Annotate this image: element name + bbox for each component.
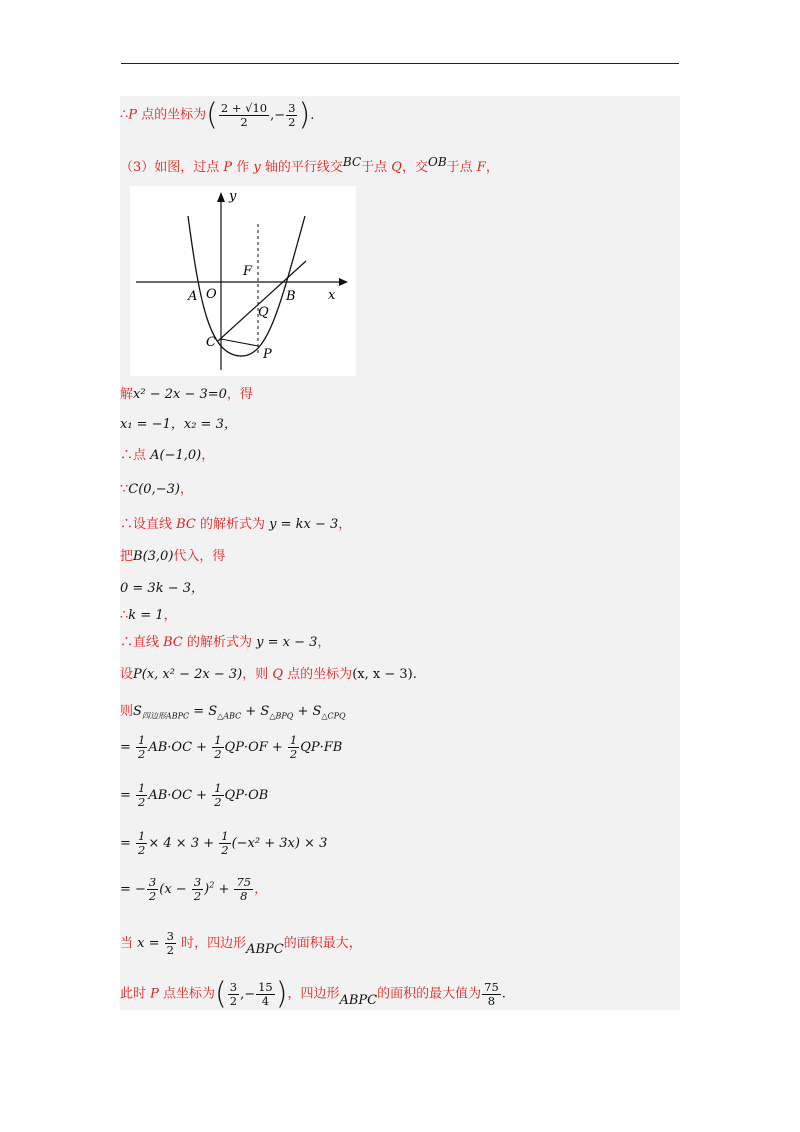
line-assume-bc: ∴设直线 BC 的解析式为 y = kx − 3， — [120, 517, 352, 532]
solution-panel — [120, 96, 680, 1010]
right-paren: ) — [298, 97, 311, 132]
segment-cp — [221, 339, 258, 346]
line-bc-result: ∴直线 BC 的解析式为 y = x − 3， — [120, 635, 331, 650]
line-area-vertex-form: = − $\frac{3}{2}$ (x − $\frac{3}{2}$ )$^2$ + $\frac{75}{8}$ ， — [120, 875, 268, 903]
x-axis-arrow — [339, 278, 348, 286]
line-area-simplify: = $\frac{1}{2}$ AB·OC + $\frac{1}{2}$ QP·OB — [120, 781, 269, 809]
line-area-split: 则$S_{四边形ABPC} = S_{\triangle ABC} + S_{\triangle BPQ} + S_{\triangle CPQ}$ — [120, 704, 346, 721]
line-part3-intro: （3）如图，过点 P 作 y 轴的平行线交BC于点 Q，交OB于点 F， — [120, 155, 499, 175]
line-area-expand: = $\frac{1}{2}$ AB·OC + $\frac{1}{2}$ QP·OF + $\frac{1}{2}$ QP·FB — [120, 733, 343, 761]
label-x: x — [328, 288, 336, 303]
line-max-condition: 当 x = $\frac{3}{2}$ 时，四边形ABPC的面积最大， — [120, 929, 362, 957]
y-axis-arrow — [217, 192, 225, 202]
line-roots: x₁ = −1，x₂ = 3， — [120, 417, 237, 432]
label-q: Q — [258, 305, 269, 320]
line-k-equation: 0 = 3k − 3， — [120, 581, 205, 596]
text: 点的坐标为 — [137, 107, 207, 123]
line-set-p: 设P(x, x² − 2x − 3)，则 Q 点的坐标为(x, x − 3). — [120, 667, 417, 682]
fraction: $\frac{2 + √10}{2}$ — [220, 100, 268, 129]
label-c: C — [206, 335, 216, 350]
line-point-a: ∴点 A(−1,0)， — [120, 448, 215, 463]
line-area-substitute: = $\frac{1}{2}$ × 4 × 3 + $\frac{1}{2}$ (−x² + 3x) × 3 — [120, 829, 328, 857]
label-o: O — [206, 287, 217, 302]
line-k-value: ∴k = 1， — [120, 608, 177, 623]
label-p: P — [263, 347, 272, 362]
header-rule — [121, 63, 679, 64]
line-p-coordinate: ∴P 点的坐标为( $\frac{2 + √10}{2}$ ,− $\frac{3}{2}$ ). — [120, 97, 315, 132]
line-final-answer: 此时 P 点坐标为( $\frac{3}{2}$ ,− $\frac{15}{4}$ )，四边形ABPC的面积的最大值为 $\frac{75}{8}$ . — [120, 976, 506, 1011]
label-f: F — [243, 264, 253, 279]
line-substitute-b: 把B(3,0)代入，得 — [120, 549, 226, 564]
line-point-c: ∵C(0,−3)， — [120, 482, 193, 497]
parabola-figure — [130, 186, 356, 376]
line-solve-equation: 解x² − 2x − 3=0，得 — [120, 387, 253, 402]
fraction: $\frac{3}{2}$ — [288, 100, 296, 129]
point-p: P — [128, 107, 138, 123]
left-paren: ( — [206, 97, 218, 132]
label-y: y — [229, 189, 237, 204]
label-a: A — [188, 289, 198, 304]
label-b: B — [286, 289, 296, 304]
therefore-symbol: ∴ — [120, 107, 129, 123]
parabola-svg — [130, 186, 356, 376]
